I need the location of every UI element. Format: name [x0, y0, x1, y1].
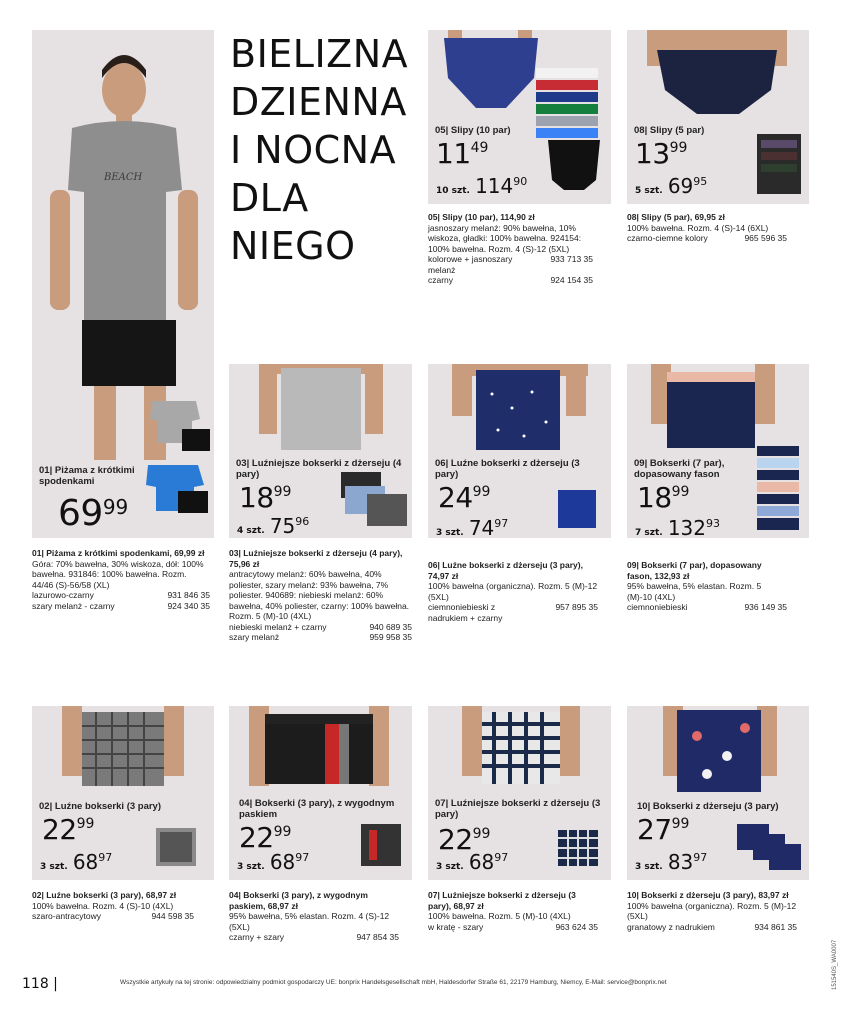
product-tag: 07| Luźniejsze bokserki z dżerseju (3 pary)	[435, 798, 601, 820]
product-description-02: 02| Luźne bokserki (3 pary), 68,97 zł 100% bawełna. Rozm. 4 (S)-10 (4XL) szaro-antracytowy 944 598 35	[32, 890, 194, 921]
page-number: 118 |	[22, 976, 58, 992]
multi-price: 3 szt. $68^{97}$	[237, 850, 310, 874]
title-line: NIEGO	[230, 224, 356, 268]
product-card-06[interactable]	[428, 364, 611, 538]
product-description-06: 06| Luźne bokserki z dżerseju (3 pary), 74,97 zł 100% bawełna (organiczna). Rozm. 5 (M)-12 (5XL) ciemnoniebieski z nadrukiem + czarny 957 895 35	[428, 560, 598, 623]
product-tag: 10| Bokserki z dżerseju (3 pary)	[637, 801, 779, 812]
product-price: 1399	[635, 137, 688, 170]
product-description-05: 05| Slipy (10 par), 114,90 zł jasnoszary melanż: 90% bawełna, 10% wiskoza, gładki: 100% bawełna. 924154: 100% bawełna. Rozm. 4 (S)-12 (5XL) kolorowe + jasnoszary melanż 933 713 35 czarny 924 154 35	[428, 212, 593, 285]
product-description-04: 04| Bokserki (3 pary), z wygodnym paskiem, 68,97 zł 95% bawełna, 5% elastan. Rozm. 4 (S)-12 (5XL) czarny + szary 947 854 35	[229, 890, 399, 942]
multi-price: 7 szt. $132^{93}$	[635, 516, 720, 538]
product-card-10[interactable]	[627, 706, 809, 880]
pajama-variants-image	[144, 395, 214, 515]
product-tag: 03| Luźniejsze bokserki z dżerseju (4 pary)	[236, 458, 402, 480]
product-tag: 09| Bokserki (7 par), dopasowany fason	[634, 458, 725, 480]
product-description-10: 10| Bokserki z dżerseju (3 pary), 83,97 zł 100% bawełna (organiczna). Rozm. 5 (M)-12 (5XL) granatowy z nadrukiem 934 861 35	[627, 890, 797, 932]
multi-price: 10 szt. $114^{90}$	[436, 174, 528, 198]
product-description-03: 03| Luźniejsze bokserki z dżerseju (4 pary), 75,96 zł antracytowy melanż: 60% bawełna, 40% poliester, szary melanż: 93% bawełna, 7% poliester. 940689: niebieski melanż: 60% bawełna, 40% poliester, czarny: 100% bawełna. Rozm. 5 (M)-10 (4XL) niebieski melanż + czarny 940 689 35 szary melanż 959 958 35	[229, 548, 412, 642]
product-description-07: 07| Luźniejsze bokserki z dżerseju (3 pary), 68,97 zł 100% bawełna. Rozm. 5 (M)-10 (4XL) w kratę - szary 963 624 35	[428, 890, 598, 932]
product-price: 2499	[438, 481, 491, 514]
product-card-03[interactable]	[229, 364, 412, 538]
product-card-08[interactable]	[627, 30, 809, 204]
product-price: 2799	[637, 813, 690, 846]
product-description-08: 08| Slipy (5 par), 69,95 zł 100% bawełna. Rozm. 4 (S)-14 (6XL) czarno-ciemne kolory 965 596 35	[627, 212, 787, 243]
product-tag: 08| Slipy (5 par)	[634, 125, 705, 136]
product-tag: 06| Luźne bokserki z dżerseju (3 pary)	[435, 458, 580, 480]
product-price: 2299	[42, 813, 95, 846]
product-price: 2299	[239, 821, 292, 854]
title-line: DLA	[230, 176, 309, 220]
title-line: DZIENNA	[230, 80, 407, 124]
product-card-05[interactable]	[428, 30, 611, 204]
page-title	[230, 30, 420, 270]
product-price: 1899	[239, 481, 292, 514]
product-price: 2299	[438, 823, 491, 856]
product-price: 1899	[637, 481, 690, 514]
product-tag: 04| Bokserki (3 pary), z wygodnym paskiem	[239, 798, 395, 820]
product-price: 1149	[436, 137, 489, 170]
footer-legal-note: Wszystkie artykuły na tej stronie: odpowiedzialny podmiot gospodarczy UE: bonprix Handelsgesellschaft mbH, Haldesdorfer Straße 61, 22179 Hamburg, Niemcy, E-Mail: service@bonprix.net	[120, 979, 667, 986]
multi-price: 3 szt. $68^{97}$	[40, 850, 113, 874]
title-line: I NOCNA	[230, 128, 397, 172]
multi-price: 5 szt. $69^{95}$	[635, 174, 708, 198]
multi-price: 3 szt. $74^{97}$	[436, 516, 509, 538]
product-tag: 02| Luźne bokserki (3 pary)	[39, 801, 162, 812]
product-card-02[interactable]	[32, 706, 214, 880]
product-card-07[interactable]	[428, 706, 611, 880]
product-tag: 05| Slipy (10 par)	[435, 125, 511, 136]
multi-price: 3 szt. $68^{97}$	[436, 850, 509, 874]
title-line: BIELIZNA	[230, 32, 409, 76]
product-description-01: 01| Piżama z krótkimi spodenkami, 69,99 zł Góra: 70% bawełna, 30% wiskoza, dół: 100% bawełna. 931846: 100% bawełna. Rozm. 44/46 (S)-56/58 (XL) lazurowo-czarny 931 846 35 szary melanż - czarny 924 340 35	[32, 548, 210, 611]
svg-text:BEACH: BEACH	[104, 172, 143, 183]
product-description-09: 09| Bokserki (7 par), dopasowany fason, 132,93 zł 95% bawełna, 5% elastan. Rozm. 5 (M)-10 (4XL) ciemnoniebieski 936 149 35	[627, 560, 787, 612]
multi-price: 4 szt. $75^{96}$	[237, 514, 310, 538]
product-card-01[interactable]	[32, 30, 214, 538]
multi-price: 3 szt. $83^{97}$	[635, 850, 708, 874]
product-card-09[interactable]	[627, 364, 809, 538]
product-card-04[interactable]	[229, 706, 412, 880]
catalog-code: 151540S_WA0007	[832, 939, 838, 990]
product-price: 6999	[58, 493, 129, 534]
product-tag: 01| Piżama z krótkimi spodenkami	[39, 465, 135, 487]
